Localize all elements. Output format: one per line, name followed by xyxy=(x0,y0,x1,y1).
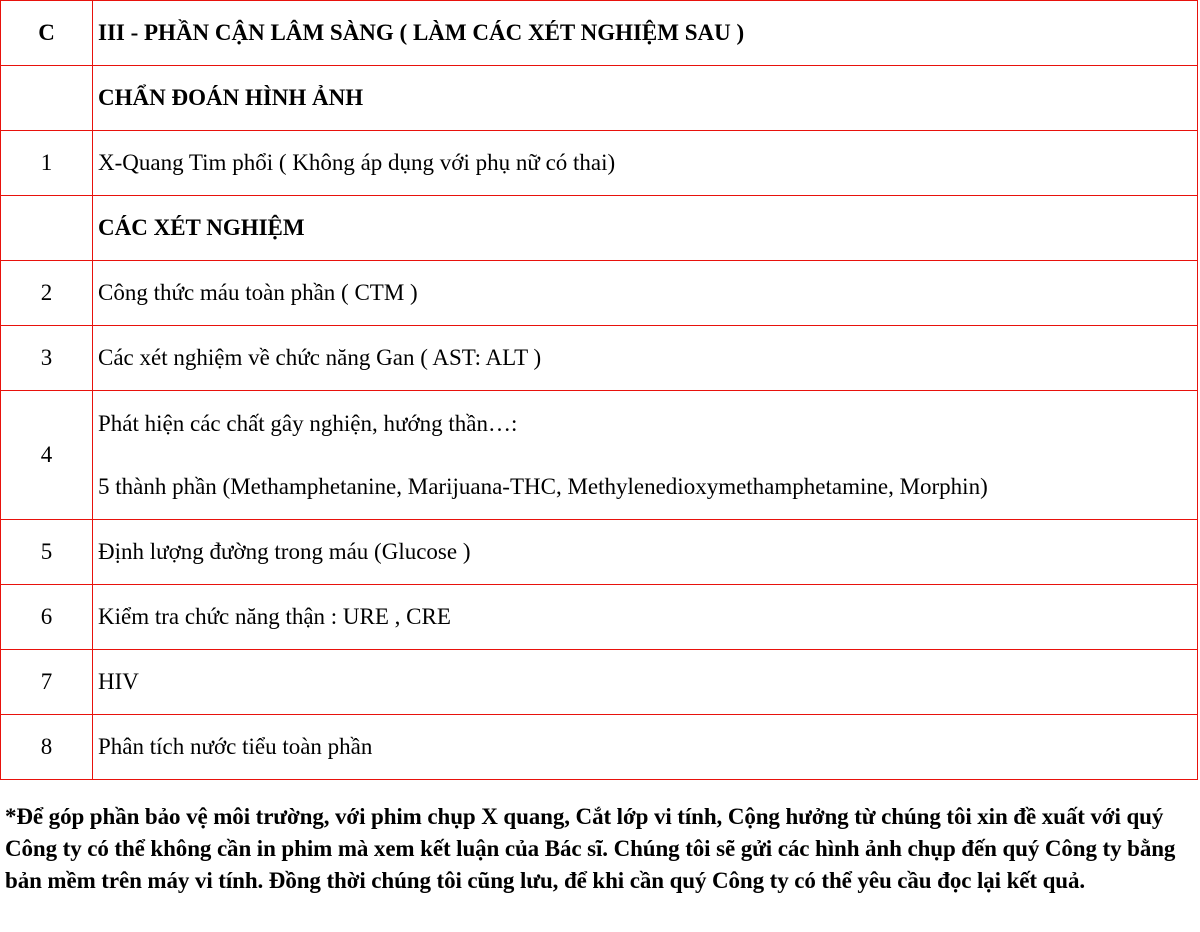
empty-cell xyxy=(1,66,93,131)
table-row xyxy=(1,520,1198,585)
table-row xyxy=(1,585,1198,650)
group-title-imaging: CHẨN ĐOÁN HÌNH ẢNH xyxy=(93,66,1198,131)
row-text: HIV xyxy=(93,650,1198,715)
row-text-multiline xyxy=(93,391,1198,520)
row-number: 1 xyxy=(1,131,93,196)
row-number: 3 xyxy=(1,326,93,391)
environment-note: *Để góp phần bảo vệ môi trường, với phim chụp X quang, Cắt lớp vi tính, Cộng hưởng từ chúng tôi xin đề xuất với quý Công ty có thể không cần in phim mà xem kết luận của Bác sĩ. Chúng tôi sẽ gửi các hình ảnh chụp đến quý Công ty bằng bản mềm trên máy vi tính. Đồng thời chúng tôi cũng lưu, để khi cần quý Công ty có thể yêu cầu đọc lại kết quả. xyxy=(5,804,1176,893)
row-text: Định lượng đường trong máu (Glucose ) xyxy=(93,520,1198,585)
row-text: X-Quang Tim phổi ( Không áp dụng với phụ nữ có thai) xyxy=(93,131,1198,196)
row-number: 8 xyxy=(1,715,93,780)
table-row xyxy=(1,650,1198,715)
section-code: C xyxy=(1,1,93,66)
row-text: Các xét nghiệm về chức năng Gan ( AST: ALT ) xyxy=(93,326,1198,391)
table-row xyxy=(1,326,1198,391)
section-title: III - PHẦN CẬN LÂM SÀNG ( LÀM CÁC XÉT NGHIỆM SAU ) xyxy=(93,1,1198,66)
row-text: Kiểm tra chức năng thận : URE , CRE xyxy=(93,585,1198,650)
table-row xyxy=(1,391,1198,520)
row-text: Phân tích nước tiểu toàn phần xyxy=(93,715,1198,780)
group-title-tests: CÁC XÉT NGHIỆM xyxy=(93,196,1198,261)
row-text: Công thức máu toàn phần ( CTM ) xyxy=(93,261,1198,326)
group-row-imaging xyxy=(1,66,1198,131)
empty-cell xyxy=(1,196,93,261)
row-text-line-1: Phát hiện các chất gây nghiện, hướng thần…: xyxy=(98,410,518,436)
row-number: 7 xyxy=(1,650,93,715)
table-row xyxy=(1,715,1198,780)
row-number: 5 xyxy=(1,520,93,585)
row-number: 4 xyxy=(1,391,93,520)
table-row xyxy=(1,261,1198,326)
table-row xyxy=(1,131,1198,196)
row-text-line-2: 5 thành phần (Methamphetanine, Marijuana-THC, Methylenedioxymethamphetamine, Morphin) xyxy=(98,474,988,499)
group-row-tests xyxy=(1,196,1198,261)
row-number: 2 xyxy=(1,261,93,326)
section-header-row xyxy=(1,1,1198,66)
row-number: 6 xyxy=(1,585,93,650)
